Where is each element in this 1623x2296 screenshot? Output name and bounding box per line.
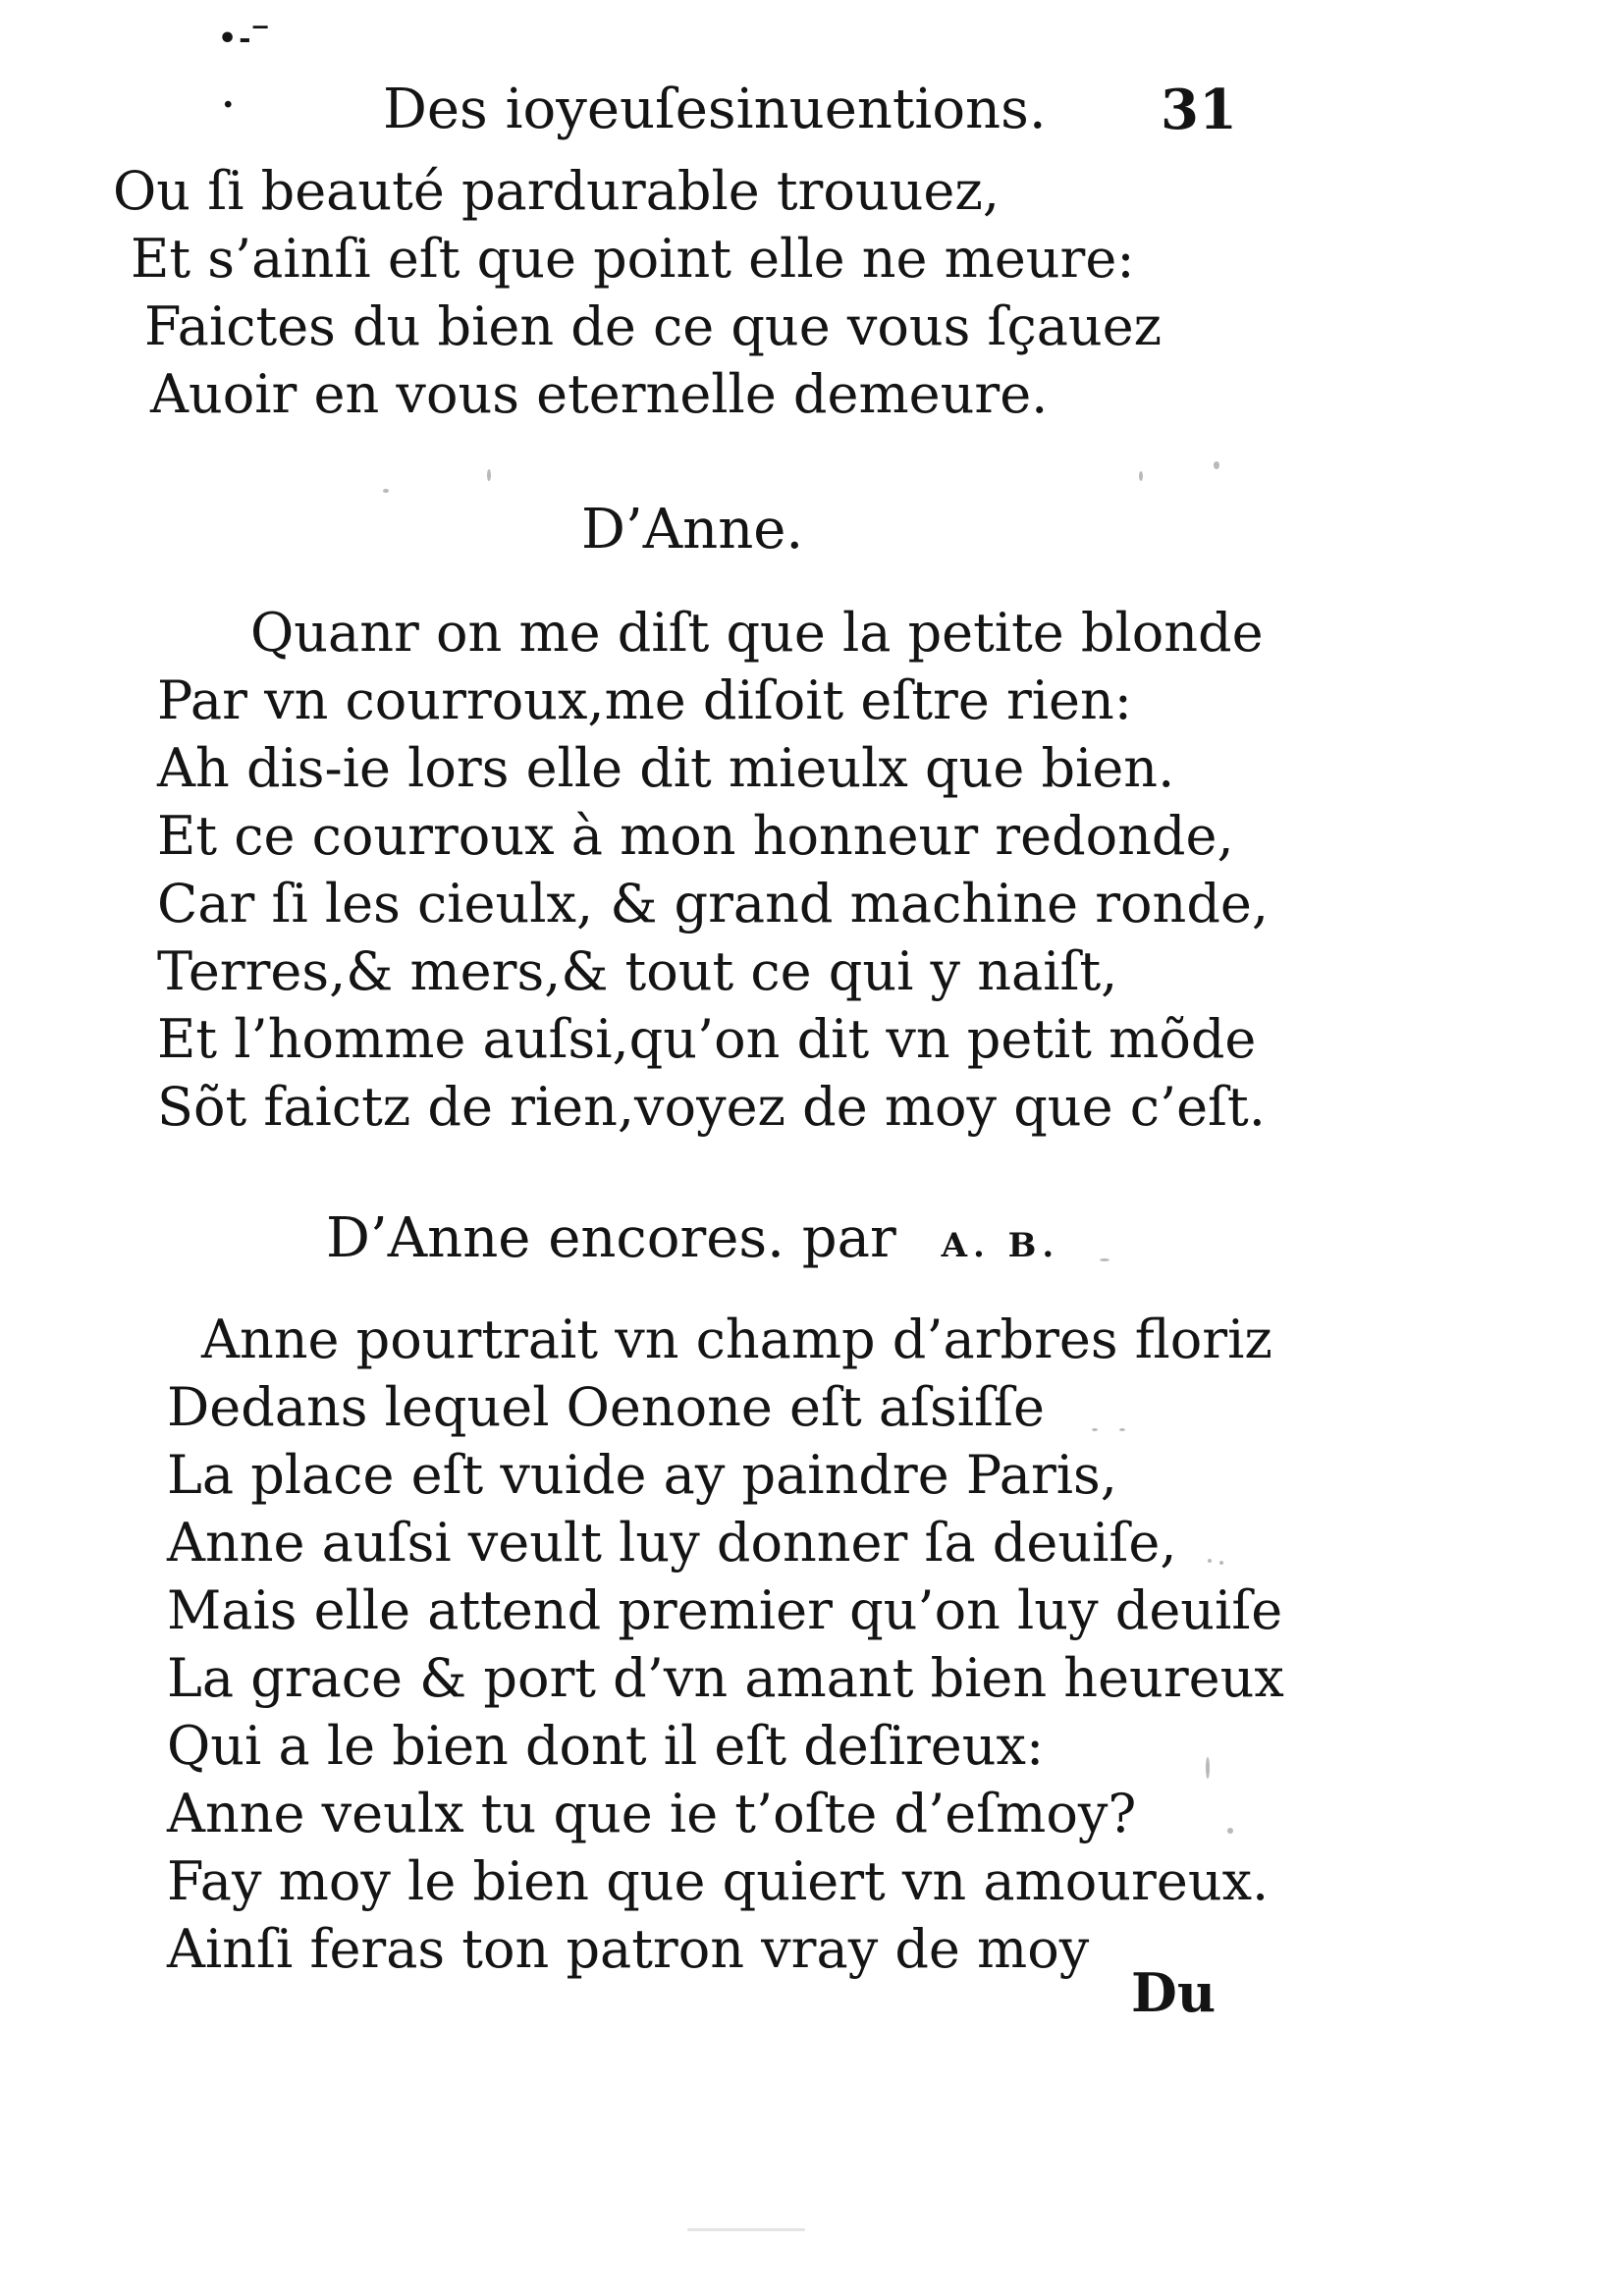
verse-line: Ou ſi beauté pardurable trouuez,	[113, 160, 1000, 222]
poem-title-text: D’Anne encores. par	[326, 1206, 896, 1270]
verse-line: Auoir en vous eternelle demeure.	[150, 363, 1049, 425]
paper-speck	[383, 489, 389, 493]
verse-line: Et s’ainſi eſt que point elle ne meure:	[131, 228, 1135, 290]
verse-line: Car ſi les cieulx, & grand machine ronde,	[157, 873, 1270, 934]
paper-speck	[1206, 1757, 1210, 1779]
verse-line: Mais elle attend premier qu’on luy deuiſe	[167, 1579, 1283, 1641]
paper-speck	[1219, 1561, 1223, 1565]
verse-line: Dedans lequel Oenone eſt aſsiſſe	[167, 1376, 1045, 1438]
verse-line: Ainſi feras ton patron vray de moy	[167, 1918, 1090, 1980]
verse-line: Par vn courroux,me diſoit eſtre rien:	[157, 669, 1132, 731]
verse-line: Sõt faictz de rien,voyez de moy que c’eſt.	[157, 1076, 1266, 1138]
paper-speck	[1208, 1559, 1212, 1563]
stanza-continuation	[113, 157, 1162, 428]
poem-body	[157, 599, 1269, 1141]
verse-line: La place eſt vuide ay paindre Paris,	[167, 1444, 1117, 1506]
paper-speck	[1119, 1428, 1125, 1431]
running-head: Des ioyeuſesinuentions.	[383, 78, 1047, 141]
poem-title	[326, 1200, 1059, 1285]
paper-speck	[1227, 1828, 1233, 1834]
author-initials: A. B.	[941, 1226, 1060, 1265]
verse-line: Et ce courroux à mon honneur redonde,	[157, 805, 1234, 867]
paper-speck	[687, 2228, 805, 2231]
paper-speck	[487, 469, 491, 481]
catchword: Du	[1131, 1961, 1217, 2024]
page-header	[0, 71, 1623, 149]
printer-mark: •-‾	[218, 22, 270, 56]
header-dot-ornament: ·	[222, 84, 235, 126]
verse-line: Anne veulx tu que ie t’oſte d’eſmoy?	[167, 1783, 1137, 1844]
verse-line: Et l’homme auſsi,qu’on dit vn petit mõde	[157, 1008, 1257, 1070]
verse-line: Ah dis-ie lors elle dit mieulx que bien.	[157, 737, 1175, 799]
paper-speck	[1214, 461, 1219, 469]
verse-line: La grace & port d’vn amant bien heureux	[167, 1647, 1284, 1709]
verse-line: Qui a le bien dont il eſt deſireux:	[167, 1715, 1045, 1777]
verse-line: Anne auſsi veult luy donner ſa deuiſe,	[167, 1512, 1177, 1574]
page-number: 31	[1161, 78, 1237, 142]
poem-body	[167, 1306, 1284, 1983]
verse-line: Fay moy le bien que quiert vn amoureux.	[167, 1850, 1270, 1912]
verse-line: Quanr on me diſt que la petite blonde	[250, 602, 1264, 664]
poem-title: D’Anne.	[581, 498, 804, 561]
verse-line: Faictes du bien de ce que vous ſçauez	[144, 295, 1163, 357]
verse-line: Terres,& mers,& tout ce qui y naiſt,	[157, 940, 1118, 1002]
paper-speck	[1139, 471, 1143, 481]
verse-line: Anne pourtrait vn champ d’arbres floriz	[201, 1308, 1272, 1370]
paper-speck	[1100, 1258, 1109, 1261]
paper-speck	[1092, 1428, 1098, 1431]
